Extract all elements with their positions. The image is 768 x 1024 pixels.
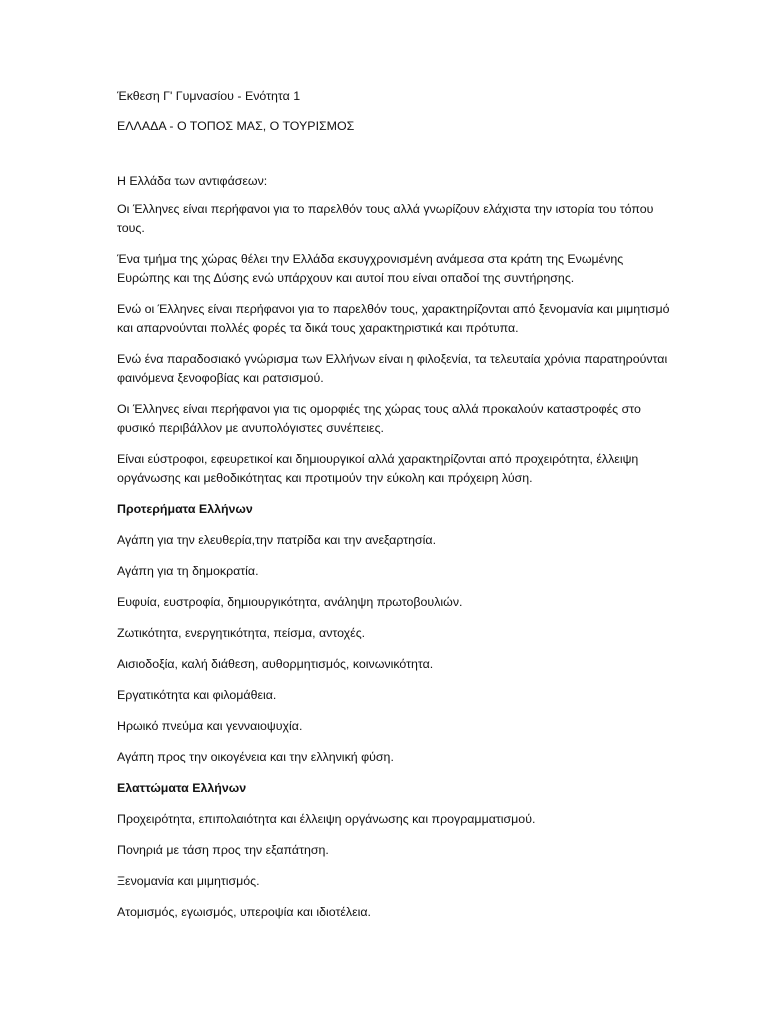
advantage-item: Ηρωικό πνεύμα και γενναιοψυχία. — [117, 719, 303, 733]
disadvantage-item: Ατομισμός, εγωισμός, υπεροψία και ιδιοτέλεια. — [117, 905, 371, 919]
advantage-item: Εργατικότητα και φιλομάθεια. — [117, 688, 277, 702]
paragraph: Οι Έλληνες είναι περήφανοι για το παρελθόν τους αλλά γνωρίζουν ελάχιστα την ιστορία του τόπου τους. — [117, 202, 654, 235]
document-subtitle: ΕΛΛΑΔΑ - Ο ΤΟΠΟΣ ΜΑΣ, Ο ΤΟΥΡΙΣΜΟΣ — [117, 119, 355, 133]
disadvantage-item: Πονηριά με τάση προς την εξαπάτηση. — [117, 843, 329, 857]
paragraph: Οι Έλληνες είναι περήφανοι για τις ομορφιές της χώρας τους αλλά προκαλούν καταστροφές στο φυσικό περιβάλλον με ανυπολόγιστες συνέπειες. — [117, 402, 641, 435]
advantage-item: Αισιοδοξία, καλή διάθεση, αυθορμητισμός, κοινωνικότητα. — [117, 657, 434, 671]
advantage-item: Αγάπη για τη δημοκρατία. — [117, 564, 259, 578]
advantage-item: Ζωτικότητα, ενεργητικότητα, πείσμα, αντοχές. — [117, 626, 366, 640]
document-body — [117, 87, 677, 934]
disadvantage-item: Ξενομανία και μιμητισμός. — [117, 874, 260, 888]
paragraph: Ενώ οι Έλληνες είναι περήφανοι για το παρελθόν τους, χαρακτηρίζονται από ξενομανία και μιμητισμό και απαρνούνται πολλές φορές τα δικά τους χαρακτηριστικά και πρότυπα. — [117, 302, 670, 335]
disadvantage-item: Προχειρότητα, επιπολαιότητα και έλλειψη οργάνωσης και προγραμματισμού. — [117, 812, 536, 826]
advantage-item: Αγάπη για την ελευθερία,την πατρίδα και την ανεξαρτησία. — [117, 533, 437, 547]
advantages-heading: Προτερήματα Ελλήνων — [117, 502, 253, 516]
advantage-item: Αγάπη προς την οικογένεια και την ελληνική φύση. — [117, 750, 394, 764]
document-title: Έκθεση Γ' Γυμνασίου - Ενότητα 1 — [117, 89, 301, 103]
advantage-item: Ευφυία, ευστροφία, δημιουργικότητα, ανάληψη πρωτοβουλιών. — [117, 595, 463, 609]
paragraph: Ένα τμήμα της χώρας θέλει την Ελλάδα εκσυγχρονισμένη ανάμεσα στα κράτη της Ενωμένης Ευρώπης και της Δύσης ενώ υπάρχουν και αυτοί που είναι οπαδοί της συντήρησης. — [117, 252, 624, 285]
paragraph: Είναι εύστροφοι, εφευρετικοί και δημιουργικοί αλλά χαρακτηρίζονται από προχειρότητα, έλλειψη οργάνωσης και μεθοδικότητας και προτιμούν την εύκολη και πρόχειρη λύση. — [117, 452, 639, 485]
section-intro: Η Ελλάδα των αντιφάσεων: — [117, 174, 268, 188]
paragraph: Ενώ ένα παραδοσιακό γνώρισμα των Ελλήνων είναι η φιλοξενία, τα τελευταία χρόνια παρατηρούνται φαινόμενα ξενοφοβίας και ρατσισμού. — [117, 352, 668, 385]
disadvantages-heading: Ελαττώματα Ελλήνων — [117, 781, 247, 795]
